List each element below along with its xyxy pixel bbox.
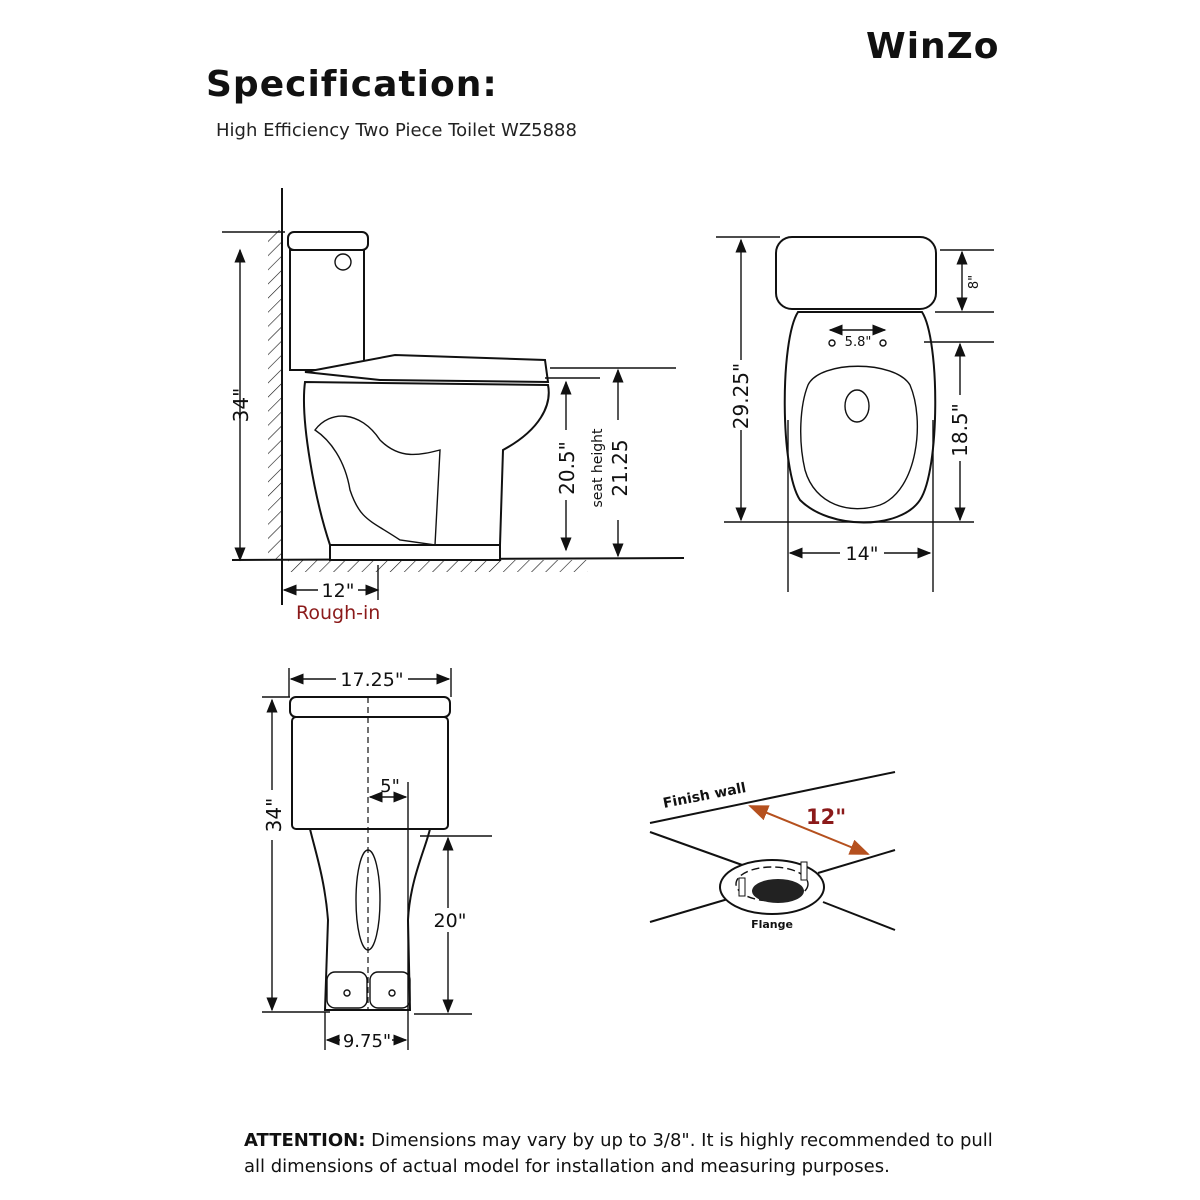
seat-height-value: 21.25 (608, 439, 632, 497)
offset: 5" (380, 776, 400, 797)
seat-height-label: seat height (590, 428, 606, 508)
bowl-width: 14" (845, 543, 879, 565)
hole-spacing: 5.8" (844, 335, 872, 350)
brand-logo: WinZo (866, 26, 1000, 67)
drain-hole (752, 879, 804, 903)
bowl-height: 20.5" (555, 441, 579, 495)
attention-text: Dimensions may vary by up to 3/8". It is highly recommended to pull all dimensions of actual model for installation and measuring purposes. (244, 1130, 993, 1177)
attention-note (244, 1128, 1004, 1180)
front-view (260, 668, 492, 1052)
finish-wall-label: Finish wall (661, 780, 748, 812)
base-height: 20" (433, 910, 467, 932)
side-total-height: 34" (229, 387, 253, 423)
top-view (716, 237, 994, 592)
page-subtitle: High Efficiency Two Piece Toilet WZ5888 (216, 120, 577, 141)
rough-in-value: 12" (321, 580, 355, 602)
bowl-length: 18.5" (948, 403, 972, 457)
tank-depth: 8" (967, 274, 982, 290)
flange-label: Flange (751, 918, 793, 931)
total-length: 29.25" (729, 362, 753, 430)
flange-distance: 12" (806, 805, 847, 829)
tank-width: 17.25" (340, 669, 404, 691)
side-view (222, 188, 684, 624)
attention-label: ATTENTION: (244, 1130, 366, 1151)
rough-in-label: Rough-in (296, 602, 381, 624)
page-title: Specification: (206, 64, 498, 105)
base-width: 9.75" (342, 1031, 392, 1052)
front-total-height: 34" (262, 797, 286, 833)
flange-view (650, 772, 895, 931)
